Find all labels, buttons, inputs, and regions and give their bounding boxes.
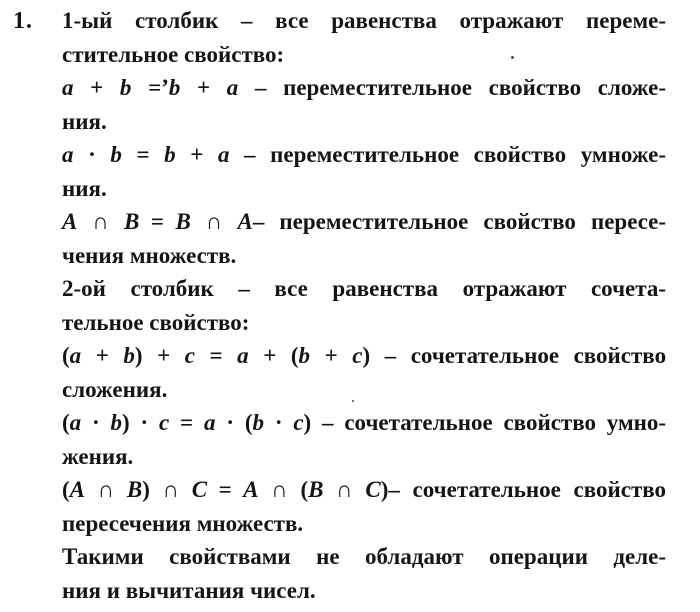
text-line: [62, 38, 666, 72]
solution-text-block: [62, 4, 666, 607]
math-variable: a: [62, 75, 74, 100]
text-line: [62, 306, 666, 340]
text-line: [62, 239, 666, 273]
text-line: [62, 574, 666, 608]
text-segment: пересечения множеств.: [62, 510, 304, 536]
math-variable: b: [110, 410, 122, 435]
math-variable: b: [164, 142, 176, 167]
math-variable: b: [110, 142, 122, 167]
text-segment: сложения.: [62, 376, 168, 402]
text-line: [62, 71, 666, 105]
math-variable: A: [69, 477, 86, 502]
text-segment: – переместительное свойство пересе-: [252, 209, 667, 234]
math-expression: a + b =’b + a: [62, 75, 239, 100]
text-segment: – сочетательное свойство умно-: [311, 410, 667, 435]
text-line: [62, 507, 666, 541]
text-segment: – переместительное свойство умноже-: [229, 142, 667, 167]
math-variable: a: [226, 75, 239, 100]
text-line: [62, 105, 666, 139]
math-expression: (a · b) · c = a · (b · c): [62, 410, 312, 435]
math-variable: C: [365, 477, 381, 502]
text-segment: чения множеств.: [62, 242, 237, 268]
text-segment: ния и вычитания чисел.: [62, 577, 316, 603]
math-variable: A: [237, 209, 253, 234]
text-segment: ния.: [62, 175, 107, 201]
text-line: [62, 339, 666, 373]
text-line: [62, 4, 666, 38]
text-line: [62, 172, 666, 206]
math-variable: b: [252, 410, 264, 435]
math-variable: a: [237, 343, 249, 368]
scan-artifact-dot: [511, 56, 514, 59]
math-variable: b: [123, 343, 135, 368]
text-segment: тельное свойство:: [62, 309, 250, 335]
text-line: [62, 138, 666, 172]
text-line: [62, 373, 666, 407]
math-variable: b: [168, 75, 181, 100]
text-line: [62, 540, 666, 574]
text-line: [62, 406, 666, 440]
text-segment: Такими свойствами не обладают операции деле-: [62, 544, 666, 569]
scan-artifact-dot: [352, 400, 354, 402]
math-variable: A: [243, 477, 259, 502]
math-variable: a: [217, 142, 230, 167]
math-variable: c: [184, 343, 195, 368]
math-variable: a: [69, 410, 82, 435]
math-variable: A: [62, 209, 78, 234]
math-variable: c: [159, 410, 170, 435]
text-segment: – сочетательное свойство: [370, 343, 667, 368]
math-expression: (A ∩ B) ∩ C = A ∩ (B ∩ C): [62, 477, 389, 502]
math-variable: B: [126, 477, 143, 502]
text-line: [62, 440, 666, 474]
problem-number: 1.: [13, 8, 33, 34]
math-variable: c: [293, 410, 304, 435]
math-variable: B: [308, 477, 324, 502]
math-variable: c: [352, 343, 363, 368]
math-variable: a: [69, 343, 82, 368]
text-segment: ния.: [62, 108, 107, 134]
math-expression: a · b = b + a: [62, 142, 230, 167]
text-segment: жения.: [62, 443, 134, 469]
math-variable: B: [175, 209, 191, 234]
text-line: [62, 205, 666, 239]
text-segment: – сочетательное свойство: [388, 477, 667, 502]
math-variable: B: [124, 209, 140, 234]
math-variable: b: [119, 75, 132, 100]
math-expression: A ∩ B = B ∩ A: [62, 209, 253, 234]
text-segment: – переместительное свойство сложе-: [238, 75, 667, 100]
text-segment: 1-ый столбик – все равенства отражают переме-: [62, 8, 666, 33]
math-expression: (a + b) + c = a + (b + c): [62, 343, 371, 368]
math-variable: C: [191, 477, 208, 502]
text-line: [62, 272, 666, 306]
text-segment: стительное свойство:: [62, 41, 285, 67]
text-line: [62, 473, 666, 507]
math-variable: a: [62, 142, 74, 167]
text-segment: 2-ой столбик – все равенства отражают сочета-: [62, 276, 666, 301]
math-variable: b: [298, 343, 311, 368]
math-variable: a: [203, 410, 216, 435]
